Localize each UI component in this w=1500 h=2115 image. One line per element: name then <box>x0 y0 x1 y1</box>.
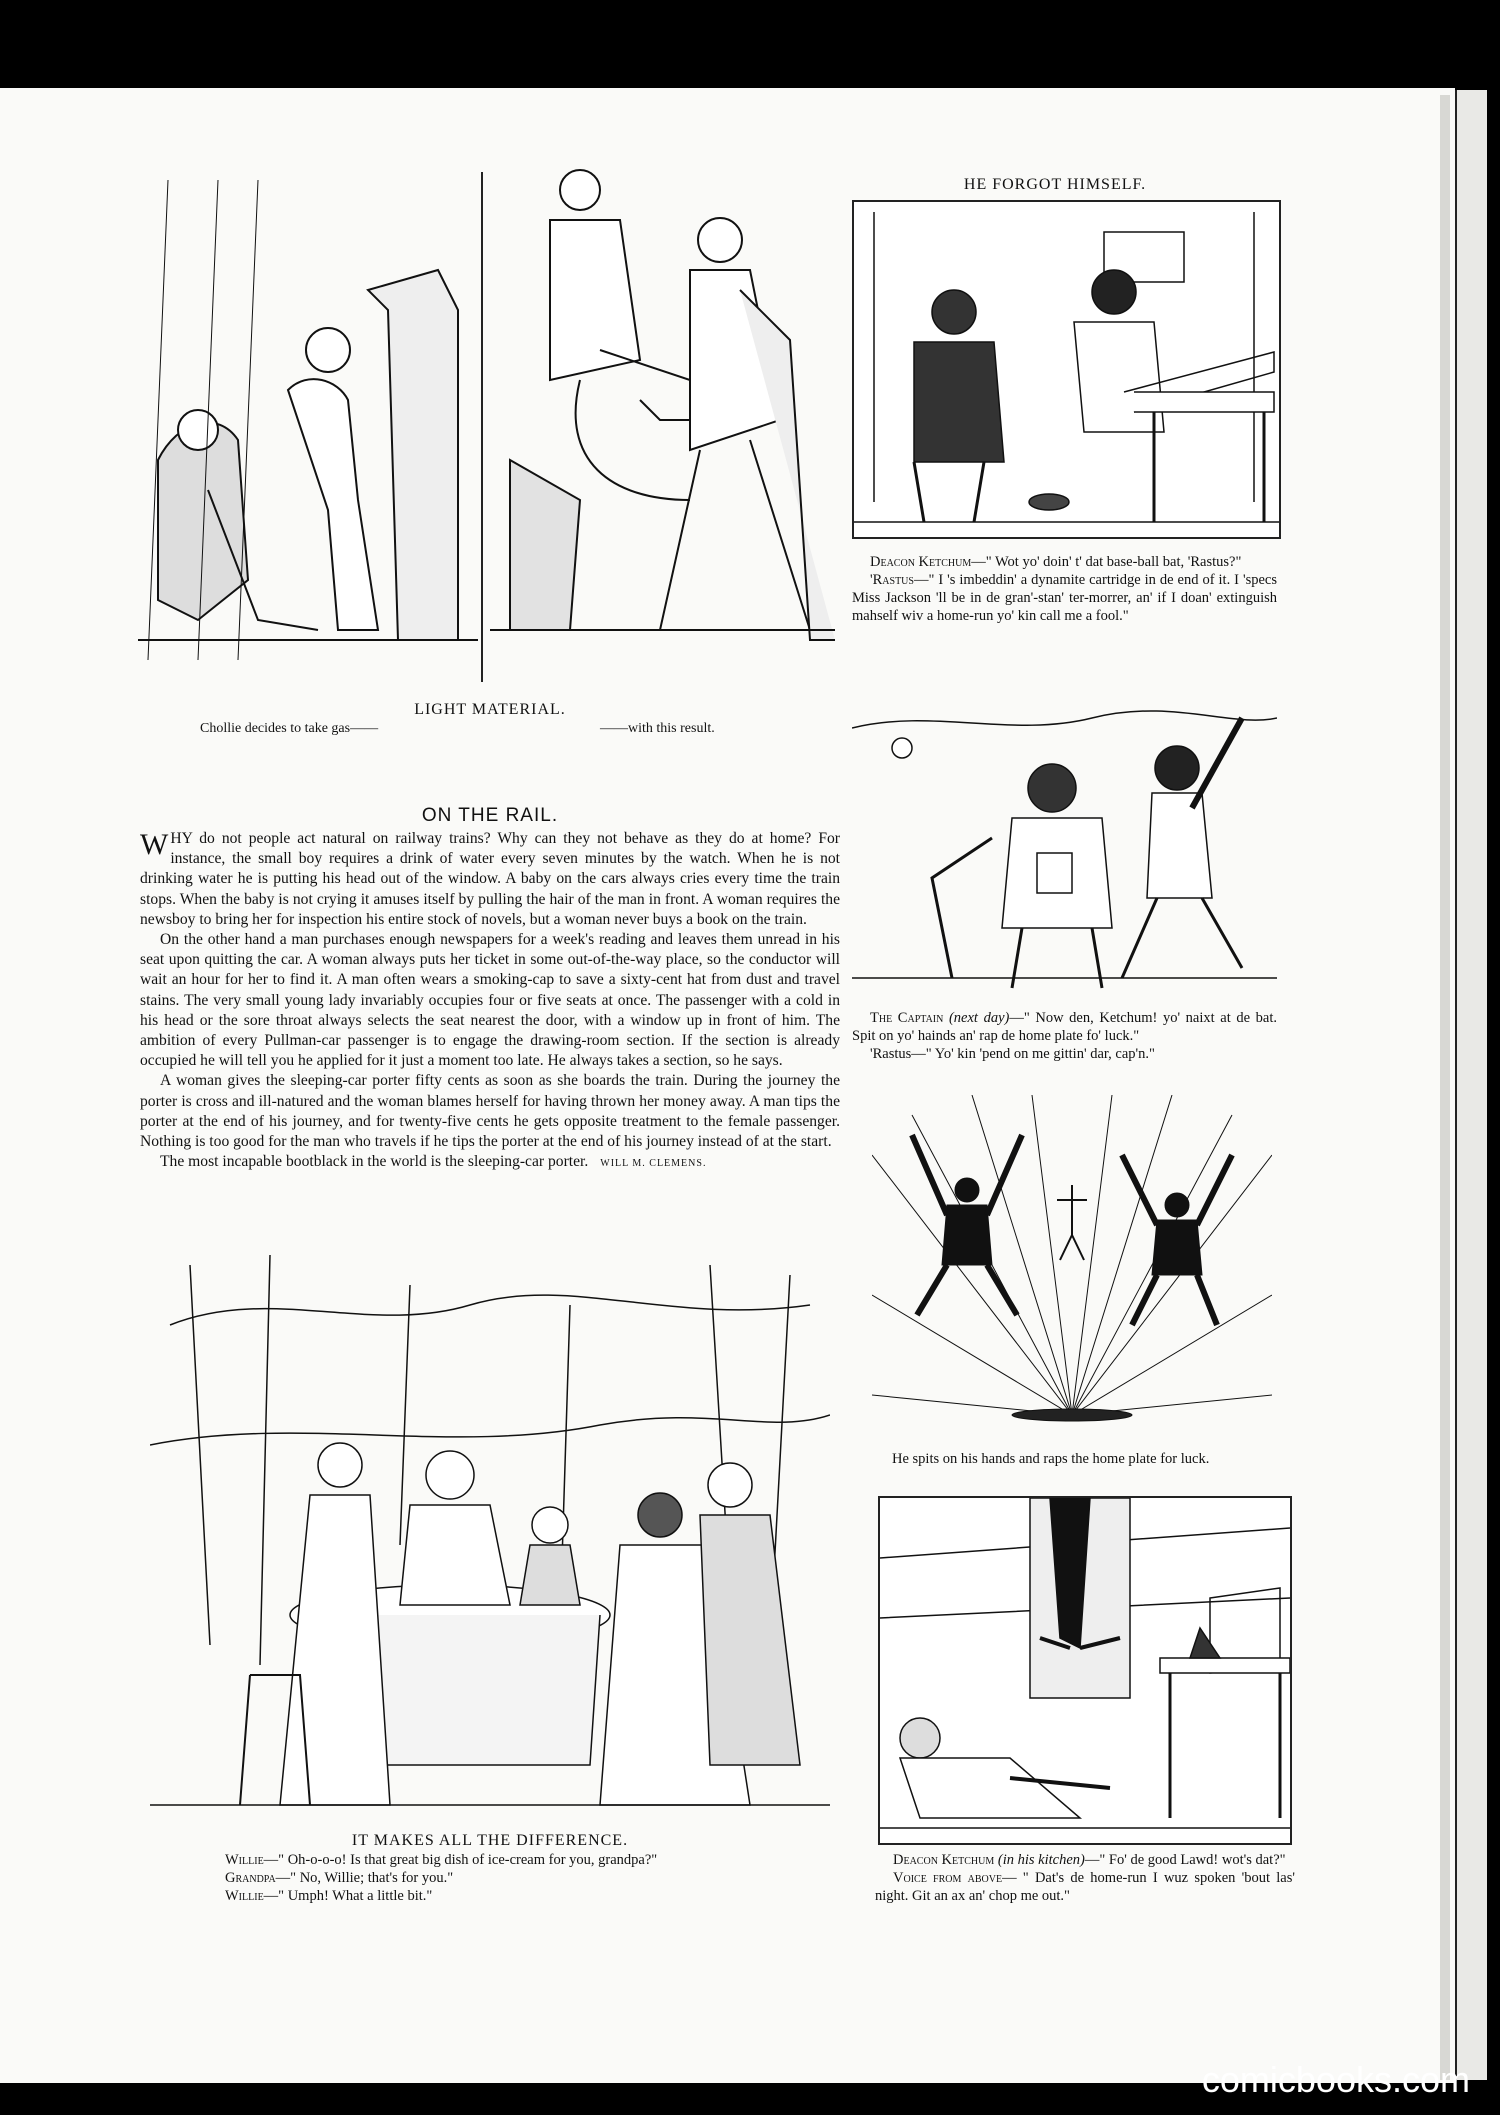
speaker-rastus: 'Rastus <box>870 572 914 588</box>
panel2-line-1 <box>852 1009 1277 1045</box>
light-material-panel-right <box>490 160 835 680</box>
forgot-panel-2-caption <box>852 1009 1277 1063</box>
floating-man-illustration <box>490 160 835 680</box>
speaker-deacon-2: Deacon Ketchum <box>893 1852 995 1868</box>
speaker-rastus-2: 'Rastus <box>870 1046 912 1062</box>
right-caption-dash: —— <box>600 721 628 736</box>
line-3-text: —" Umph! What a little bit." <box>263 1888 433 1904</box>
workshop-illustration <box>854 202 1279 537</box>
picnic-table-illustration <box>150 1245 830 1820</box>
article-byline: WILL M. CLEMENS. <box>600 1158 707 1170</box>
panel3-text: He spits on his hands and raps the home plate for luck. <box>892 1451 1210 1467</box>
light-material-right-caption <box>600 721 715 737</box>
panel4-line-1-text: —" Fo' de good Lawd! wot's dat?" <box>1084 1852 1286 1868</box>
panel4-line-2 <box>875 1869 1295 1905</box>
panel4-line-1 <box>875 1851 1295 1869</box>
dentist-chair-illustration <box>138 160 478 680</box>
speaker-captain: The Captain <box>870 1010 944 1026</box>
difference-dialogue <box>225 1851 795 1905</box>
site-watermark: comicbooks.com <box>1201 2059 1470 2100</box>
baseball-players-illustration <box>852 668 1277 996</box>
article-paragraph-3: A woman gives the sleeping-car porter fifty cents as soon as she boards the train. During the journey the porter is cross and ill-natured and the woman blames herself for having thrown her money away. A man tips the porter at the end of his journey, and for twenty-five cents he gets opposite treatment to the female passenger. Nothing is too good for the man who travels if he tips the porter at the end of his journey instead of at the start. <box>140 1072 840 1151</box>
panel2-line-2 <box>852 1045 1277 1063</box>
difference-illustration <box>150 1245 830 1820</box>
forgot-panel-1-caption <box>852 553 1277 625</box>
right-caption-text: with this result. <box>628 721 715 736</box>
difference-line-2 <box>225 1869 795 1887</box>
article-title: ON THE RAIL. <box>421 805 559 826</box>
left-caption-dash: —— <box>350 721 379 736</box>
light-material-title: LIGHT MATERIAL. <box>414 701 566 718</box>
page-gutter <box>1455 90 1487 2080</box>
speaker-willie-2: Willie <box>225 1888 264 1904</box>
explosion-illustration <box>872 1095 1272 1430</box>
article-paragraph-1 <box>140 829 840 930</box>
line-2-text: —" No, Willie; that's for you." <box>275 1870 454 1886</box>
kitchen-illustration <box>880 1498 1290 1843</box>
line-1-text: —" Oh-o-o-o! Is that great big dish of ice-cream for you, grandpa?" <box>263 1852 658 1868</box>
panel2-line-1-text: —" Now den, Ketchum! yo' naixt at de bat. Spit on yo' hainds an' rap de home plate fo' luck." <box>852 1010 1277 1044</box>
forgot-panel-2 <box>852 668 1277 996</box>
forgot-panel-3-caption <box>874 1450 1294 1468</box>
speaker-willie: Willie <box>225 1852 264 1868</box>
panel-divider <box>481 172 483 682</box>
panel1-line-1-text: —" Wot yo' doin' t' dat base-ball bat, 'Rastus?" <box>971 554 1242 570</box>
forgot-panel-1 <box>852 200 1281 539</box>
forgot-panel-3 <box>872 1095 1272 1430</box>
speaker-deacon: Deacon Ketchum <box>870 554 972 570</box>
difference-line-1 <box>225 1851 795 1869</box>
captain-aside: (next day) <box>948 1010 1010 1026</box>
panel2-line-2-text: —" Yo' kin 'pend on me gittin' dar, cap'n." <box>911 1046 1155 1062</box>
light-material-panel-left <box>138 160 478 680</box>
difference-title: IT MAKES ALL THE DIFFERENCE. <box>351 1832 629 1849</box>
left-caption-text: Chollie decides to take gas <box>200 721 351 736</box>
forgot-panel-4 <box>878 1496 1292 1845</box>
forgot-himself-title: HE FORGOT HIMSELF. <box>963 176 1147 193</box>
speaker-grandpa: Grandpa <box>225 1870 276 1886</box>
on-the-rail-article <box>140 805 840 1174</box>
article-paragraph-1-text: HY do not people act natural on railway trains? Why can they not behave as they do at home? For instance, the small boy requires a drink of water every seven minutes by the watch. When he is not drinking water he is putting his head out of the window. A baby on the cars always cries every time the train stops. When the baby is not crying it amuses itself by pulling the hair of the man in front. A woman requires the newsboy to bring her for inspection his entire stock of novels, but a woman never buys a book on the train. <box>140 830 840 928</box>
panel4-line-2-text: — " Dat's de home-run I wuz spoken 'bout las' night. Git an ax an' chop me out." <box>875 1870 1296 1904</box>
light-material-left-caption <box>200 721 378 737</box>
difference-line-3 <box>225 1887 795 1905</box>
article-dropcap: W <box>140 828 169 861</box>
panel1-line-2-text: —" I 's imbeddin' a dynamite cartridge in de end of it. I 'specs Miss Jackson 'll be in de gran'-stan' ter-morrer, an' if I doan' extinguish mahself wiv a home-run yo' kin call me a fool." <box>852 572 1277 624</box>
deacon-aside: (in his kitchen) <box>997 1852 1085 1868</box>
article-paragraph-4 <box>140 1152 840 1174</box>
panel1-line-2 <box>852 571 1277 625</box>
speaker-voice: Voice from above <box>893 1870 1003 1886</box>
article-paragraph-4-text: The most incapable bootblack in the world is the sleeping-car porter. <box>160 1153 589 1171</box>
forgot-panel-4-caption <box>875 1851 1295 1905</box>
article-paragraph-2: On the other hand a man purchases enough newspapers for a week's reading and leaves them unread in his seat upon quitting the car. A woman always puts her ticket in some out-of-the-way place, so the conductor will wait an hour for her to find it. A man often wears a smoking-cap to save a sixty-cent hat from dust and travel stains. The very small young lady invariably occupies four or five seats at once. The passenger with a cold in his head or the sore throat always selects the seat nearest the door, with a window up in front of him. The ambition of every Pullman-car passenger is to engage the drawing-room section. If the section is already occupied he will tell you he applied for it just a moment too late. He always takes a section, so he says. <box>140 931 840 1070</box>
panel1-line-1 <box>852 553 1277 571</box>
next-page-edge <box>1440 95 1450 2080</box>
